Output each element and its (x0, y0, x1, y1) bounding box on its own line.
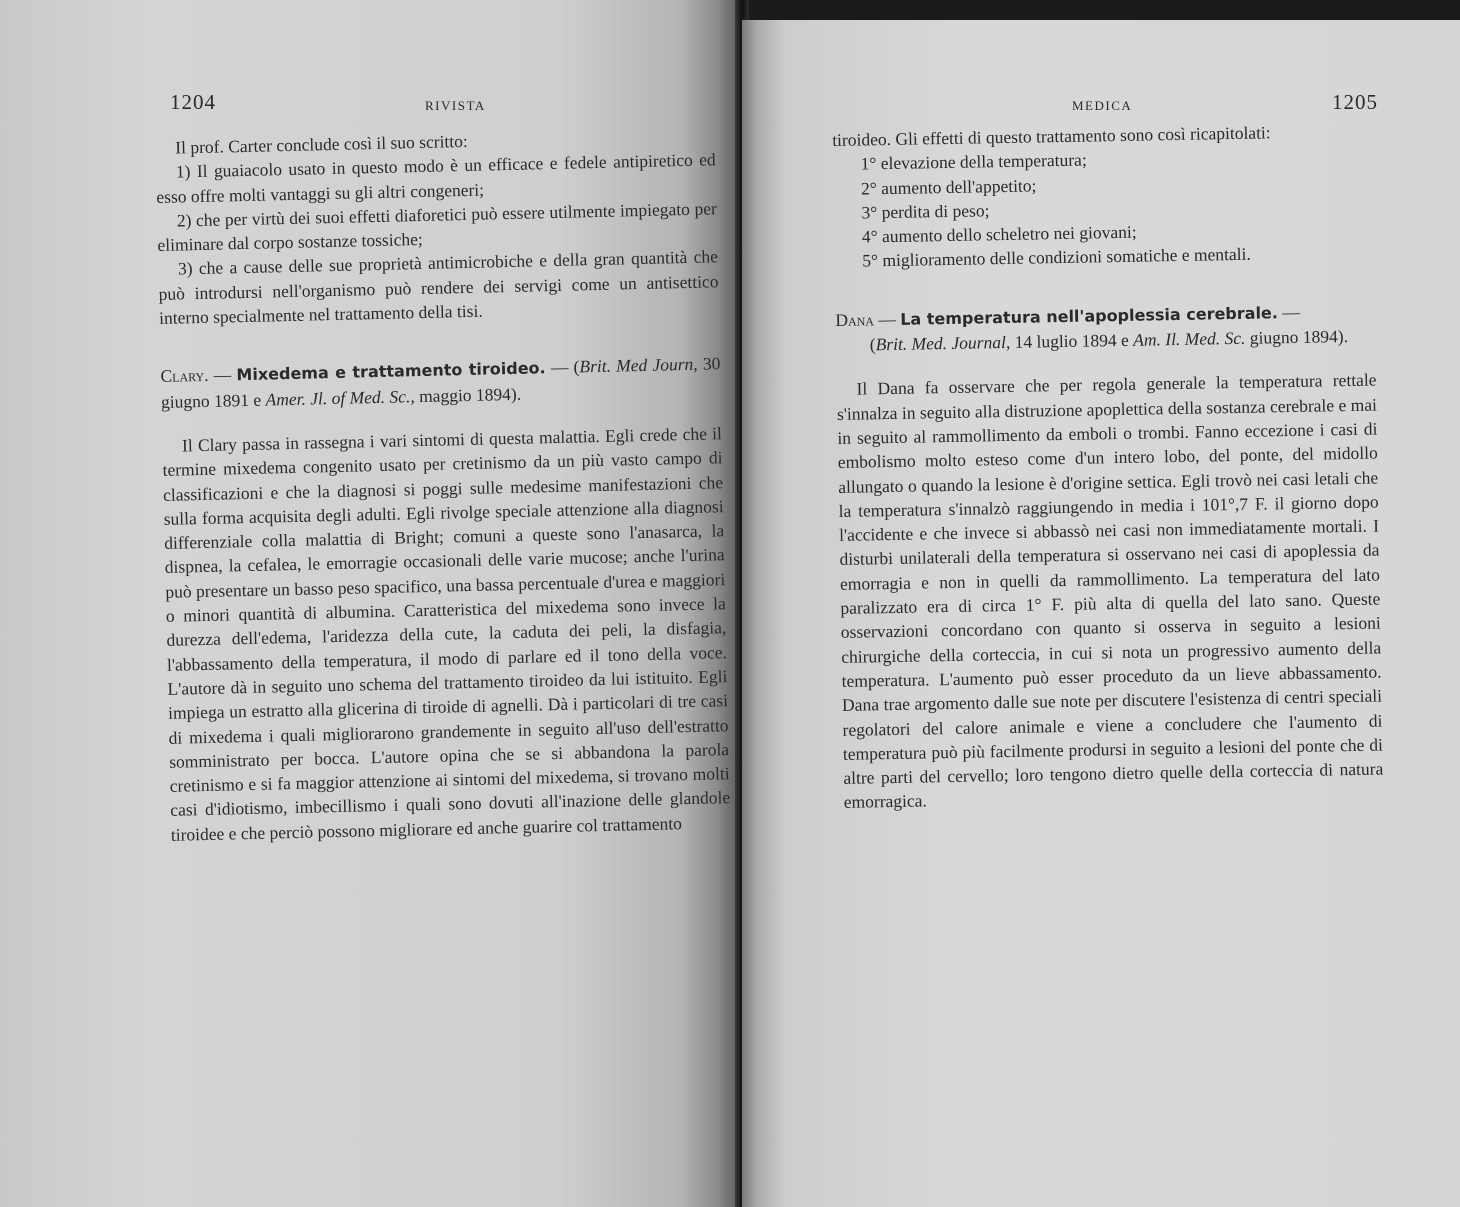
right-page (742, 20, 1460, 1207)
entry-source-open: ( (869, 334, 876, 355)
entry-body: Il Clary passa in rassegna i vari sintomi di questa malattia. Egli crede che il termine mixedema congenito usato per cretinismo da un più vasto campo di classificazioni e che la diagnosi si poggi sulle medesime manifestazioni che sulla forma acquisita degli adulti. Egli rivolge speciale attenzione alla diagnosi differenziale colla malattia di Bright; comuni a queste sono l'anasarca, la dispnea, la cefalea, le emorragie occasionali delle varie mucose; anche l'urina può presentare un basso peso spacifico, una bassa percentuale d'urea e maggiori o minori quantità di albumina. Caratteristica del mixedema sono invece la durezza dell'edema, l'aridezza della cute, la caduta dei peli, la disfagia, l'abbassamento della temperatura, il modo di parlare ed il tono della voce. L'autore dà in seguito uno schema del trattamento tiroideo da lui istituito. Egli impiega un estratto alla glicerina di tiroide di agnelli. Dà i particolari di tre casi di mixedema i quali migliorarono grandemente in seguito all'uso dell'estratto somministrato per bocca. L'autore opina che se si abbandona la parola cretinismo e si fa maggior attenzione ai sintomi del mixedema, si trovano molti casi d'idiotismo, imbecillismo i quali sono dovuti all'inazione delle glandole tiroidee e che perciò possono migliorare ed anche guarire col trattamento (162, 423, 731, 845)
conclusion-point: 3) che a cause delle sue proprietà antimicrobiche e della gran quantità che può introdursi nell'organismo può rendere dei servigi come un antisettico interno specialmente nel trattamento della tisi. (158, 246, 719, 329)
effect-item: 1° elevazione della temperatura; (860, 149, 1087, 174)
intro-paragraph: Il prof. Carter conclude così il suo scritto: (175, 130, 468, 158)
source-date: 30 giugno 1891 e (160, 353, 721, 412)
effect-item: 5° miglioramento delle condizioni somatiche e mentali. (862, 244, 1251, 271)
left-header (170, 90, 710, 128)
page-number: 1204 (170, 90, 216, 114)
entry-author: Clary. (160, 365, 209, 387)
effect-item: 3° perdita di peso; (861, 200, 990, 223)
effect-item: 4° aumento dello scheletro nei giovani; (861, 221, 1137, 247)
entry-source-open: — ( (550, 356, 580, 378)
entry-title: La temperatura nell'apoplessia cerebrale. (900, 303, 1279, 329)
running-head: MEDICA (1072, 98, 1133, 113)
entry-dash: — (213, 364, 232, 386)
page-number: 1205 (1332, 90, 1378, 114)
source-date: 14 luglio 1894 e (1010, 329, 1134, 352)
source-journal: Amer. Jl. of Med. Sc., (265, 385, 415, 410)
entry-author: Dana (835, 309, 875, 330)
running-head: RIVISTA (425, 98, 486, 113)
source-journal: Brit. Med. Journal, (875, 332, 1011, 355)
entry-dash: — (878, 308, 897, 329)
right-text-column (832, 119, 1384, 815)
conclusion-point: 2) che per virtù dei suoi effetti diaforetici può essere utilmente impiegato per eliminare dal corpo sostanze tossiche; (157, 198, 718, 256)
source-date: giugno 1894). (1245, 326, 1349, 348)
continuation-paragraph: tiroideo. Gli effetti di questo trattamento sono così ricapitolati: (832, 122, 1271, 150)
entry-heading (835, 298, 1376, 357)
source-date: maggio 1894). (414, 383, 522, 406)
entry-dash: — (1282, 301, 1300, 322)
entry-title: Mixedema e trattamento tiroideo. (236, 358, 546, 385)
entry-body: Il Dana fa osservare che per regola generale la temperatura rettale s'innalza in seguito alla distruzione apoplettica della sostanza cerebrale e mai in seguito al rammollimento da emboli o trombi. Fanno eccezione i casi di embolismo molto esteso come d'un intero lobo, del ponte, del midollo allungato o quando la lesione è d'origine settica. Egli trovò nei casi letali che la temperatura s'innalzò raggiungendo in media i 101°,7 F. il giorno dopo l'accidente e che invece si abbassò nei casi non immediatamente mortali. I disturbi unilaterali della temperatura si osservano nei casi di apoplessia da emorragia e non in quelli da rammollimento. La temperatura del lato paralizzato era di circa 1° F. più alta di quella del lato sano. Queste osservazioni concordano con quanto si osserva in seguito a lesioni chirurgiche della corteccia, in cui si nota un progressivo aumento della temperatura. L'aumento può esser proceduto da un lieve abbassamento. Dana trae argomento dalle sue note per discutere l'esistenza di centri speciali regolatori del calore animale e viene a concludere che l'aumento di temperatura può più facilmente prodursi in seguito a lesioni del ponte che di altre parti del cervello; loro tengono dietro quelle della corteccia di natura emorragica. (836, 369, 1384, 813)
source-journal: Am. Il. Med. Sc. (1133, 327, 1246, 350)
effect-item: 2° aumento dell'appetito; (860, 175, 1037, 199)
left-text-column (155, 123, 731, 847)
conclusion-point: 1) Il guaiacolo usato in questo modo è un efficace e fedele antipiretico ed esso offre molti vantaggi su gli altri congeneri; (156, 149, 716, 207)
source-journal: Brit. Med Journ, (579, 354, 698, 377)
